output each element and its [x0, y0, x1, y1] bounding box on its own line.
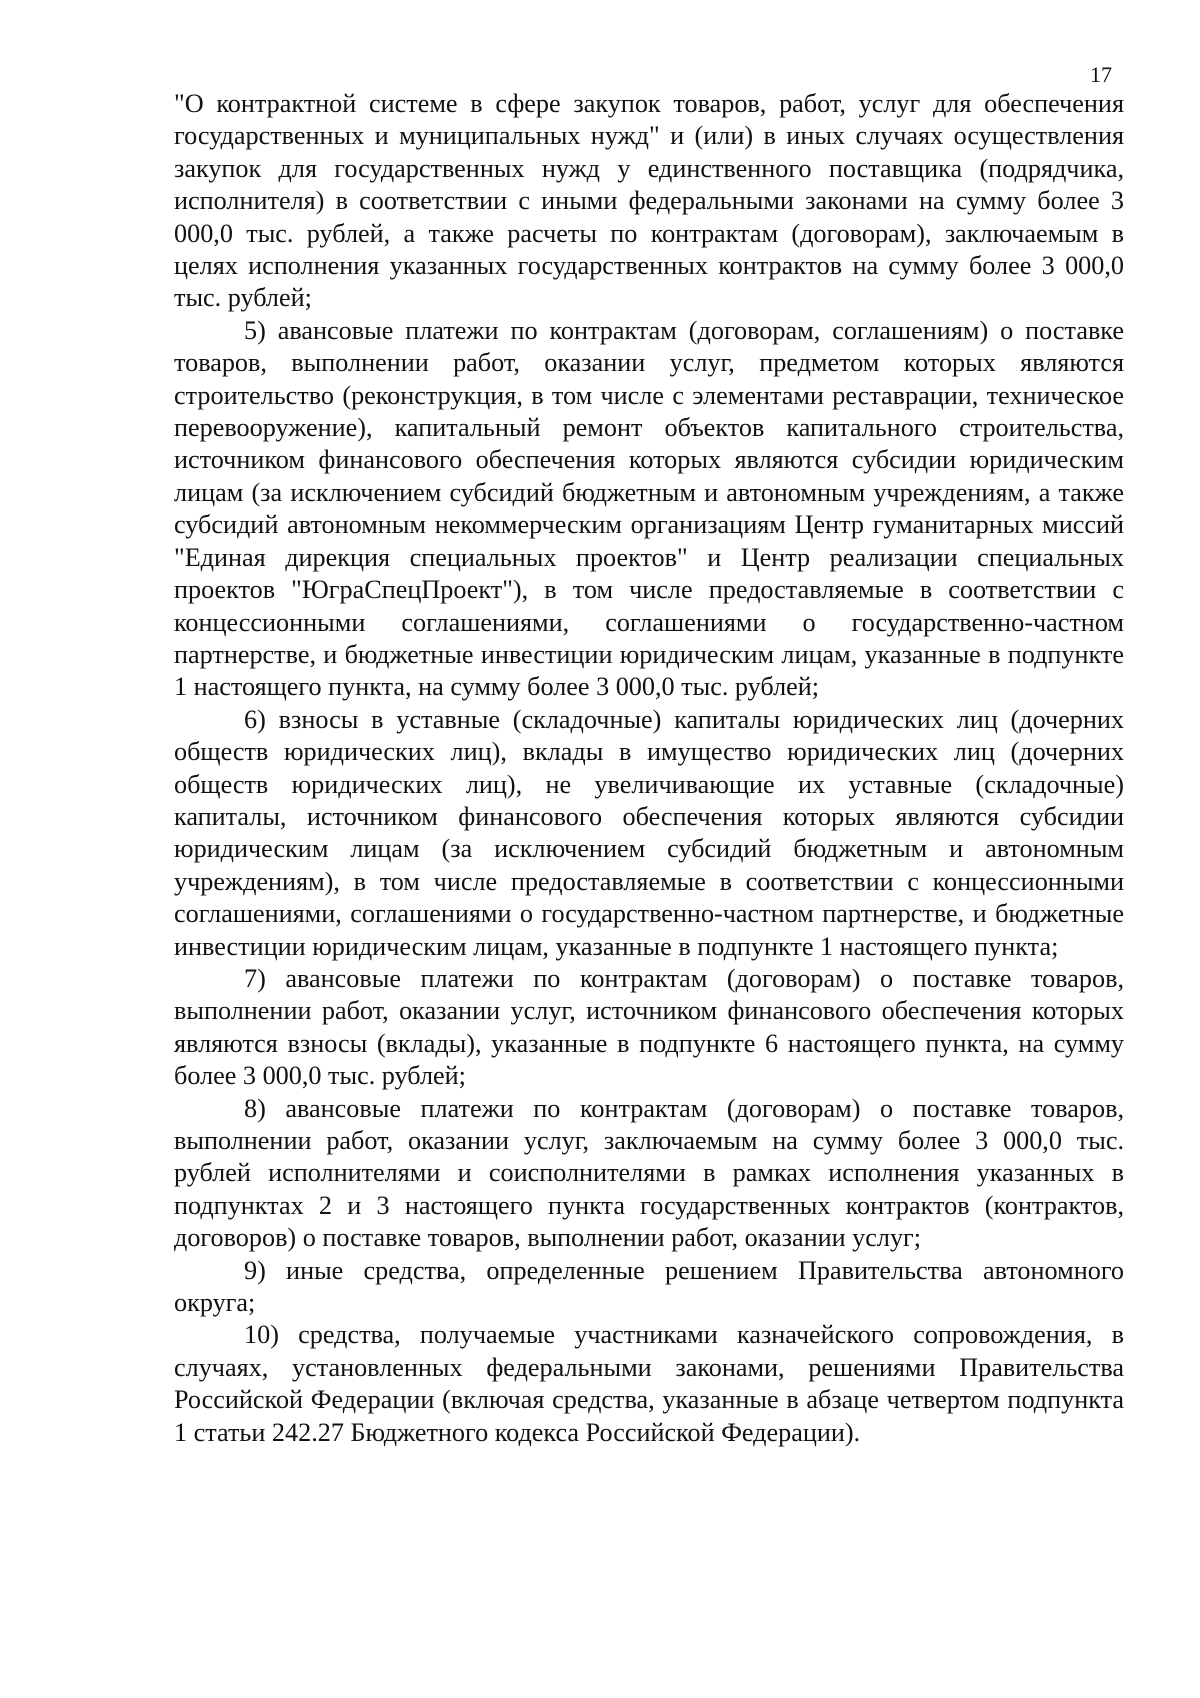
document-body	[174, 88, 1124, 1449]
paragraph-item-9: 9) иные средства, определенные решением Правительства автономного округа;	[174, 1255, 1124, 1318]
paragraph-item-7: 7) авансовые платежи по контрактам (договорам) о поставке товаров, выполнении работ, оказании услуг, источником финансового обеспечения которых являются взносы (вклады), указанные в подпункте 6 настоящего пункта, на сумму более 3 000,0 тыс. рублей;	[174, 963, 1124, 1091]
paragraph-item-8: 8) авансовые платежи по контрактам (договорам) о поставке товаров, выполнении работ, оказании услуг, заключаемым на сумму более 3 000,0 тыс. рублей исполнителями и соисполнителями в рамках исполнения указанных в подпунктах 2 и 3 настоящего пункта государственных контрактов (контрактов, договоров) о поставке товаров, выполнении работ, оказании услуг;	[174, 1093, 1124, 1253]
paragraph-item-10: 10) средства, получаемые участниками казначейского сопровождения, в случаях, установленных федеральными законами, решениями Правительства Российской Федерации (включая средства, указанные в абзаце четвертом подпункта 1 статьи 242.27 Бюджетного кодекса Российской Федерации).	[174, 1320, 1124, 1447]
paragraph-continuation: "О контрактной системе в сфере закупок товаров, работ, услуг для обеспечения государственных и муниципальных нужд" и (или) в иных случаях осуществления закупок для государственных нужд у единственного поставщика (подрядчика, исполнителя) в соответствии с иными федеральными законами на сумму более 3 000,0 тыс. рублей, а также расчеты по контрактам (договорам), заключаемым в целях исполнения указанных государственных контрактов на сумму более 3 000,0 тыс. рублей;	[174, 89, 1124, 313]
paragraph-item-5: 5) авансовые платежи по контрактам (договорам, соглашениям) о поставке товаров, выполнении работ, оказании услуг, предметом которых являются строительство (реконструкция, в том числе с элементами реставрации, техническое перевооружение), капитальный ремонт объектов капитального строительства, источником финансового обеспечения которых являются субсидии юридическим лицам (за исключением субсидий бюджетным и автономным учреждениям, а также субсидий автономным некоммерческим организациям Центр гуманитарных миссий "Единая дирекция специальных проектов" и Центр реализации специальных проектов "ЮграСпецПроект"), в том числе предоставляемые в соответствии с концессионными соглашениями, соглашениями о государственно-частном партнерстве, и бюджетные инвестиции юридическим лицам, указанные в подпункте 1 настоящего пункта, на сумму более 3 000,0 тыс. рублей;	[174, 315, 1124, 702]
page-number: 17	[1090, 62, 1112, 87]
paragraph-item-6: 6) взносы в уставные (складочные) капиталы юридических лиц (дочерних обществ юридических лиц), вклады в имущество юридических лиц (дочерних обществ юридических лиц), не увеличивающие их уставные (складочные) капиталы, источником финансового обеспечения которых являются субсидии юридическим лицам (за исключением субсидий бюджетным и автономным учреждениям), в том числе предоставляемые в соответствии с концессионными соглашениями, соглашениями о государственно-частном партнерстве, и бюджетные инвестиции юридическим лицам, указанные в подпункте 1 настоящего пункта;	[174, 704, 1124, 961]
